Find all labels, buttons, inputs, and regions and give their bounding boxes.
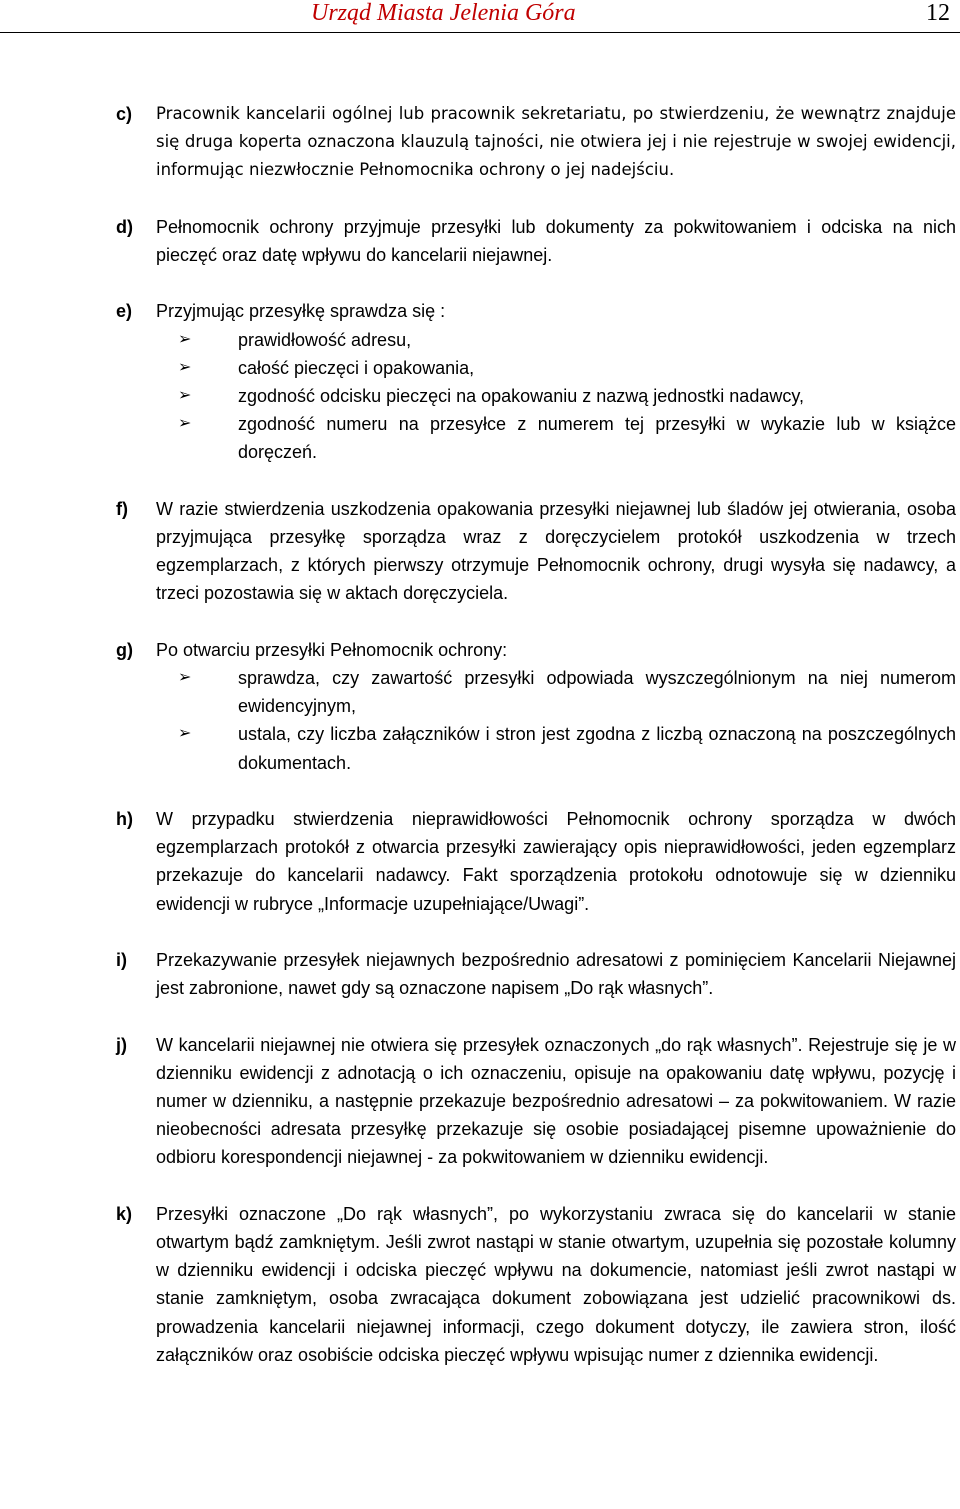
arrowhead-bullet-icon: ➢ [178, 725, 192, 743]
item-text: Pracownik kancelarii ogólnej lub pracownik sekretariatu, po stwierdzeniu, że wewnątrz znajduje się druga koperta oznaczona klauzulą tajności, nie otwiera jej i nie rejestruje w swojej ewidencji, informując niezwłocznie Pełnomocnika ochrony o jej nadejściu. [156, 104, 956, 180]
arrowhead-bullet-icon: ➢ [178, 415, 192, 433]
page-header [0, 0, 960, 33]
item-text: Po otwarciu przesyłki Pełnomocnik ochrony: [156, 639, 508, 660]
bullet-item [178, 382, 956, 410]
item-letter: c) [116, 104, 133, 124]
item-text: Przekazywanie przesyłek niejawnych bezpośrednio adresatowi z pominięciem Kancelarii Niejawnej jest zabronione, nawet gdy są oznaczone napisem „Do rąk własnych”. [156, 950, 956, 999]
item-text: W kancelarii niejawnej nie otwiera się przesyłek oznaczonych „do rąk własnych”. Rejestruje się je w dzienniku ewidencji z adnotacją o ich oznaczeniu, opisuje na opakowaniu datę wpływu, pozycję i numer w dzienniku, a następnie przekazuje bezpośrednio adresatowi – za pokwitowaniem. W razie nieobecności adresata przesyłkę przekazuje się osobie posiadającej pisemne upoważnienie do odbioru korespondencji niejawnej - za pokwitowaniem w dzienniku ewidencji. [156, 1034, 956, 1168]
arrowhead-bullet-icon: ➢ [178, 330, 192, 348]
item-text: W przypadku stwierdzenia nieprawidłowości Pełnomocnik ochrony sporządza w dwóch egzemplarzach protokół z otwarcia przesyłki zawierający opis nieprawidłowości, jeden egzemplarz przekazuje do kancelarii nadawcy. Fakt sporządzenia protokołu odnotowuje się w dzienniku ewidencji w rubryce „Informacje uzupełniające/Uwagi”. [156, 809, 956, 914]
list-item-d [116, 213, 956, 269]
item-letter: h) [116, 809, 133, 829]
item-text: W razie stwierdzenia uszkodzenia opakowania przesyłki niejawnej lub śladów jej otwierania, osoba przyjmująca przesyłkę sporządza wraz z doręczycielem protokół uszkodzenia w trzech egzemplarzach, z których pierwszy otrzymuje Pełnomocnik ochrony, drugi wysyła się nadawcy, a trzeci pozostawia się w aktach doręczyciela. [156, 498, 956, 604]
list-item-g [116, 636, 956, 777]
list-item-k [116, 1200, 956, 1369]
item-text: Przesyłki oznaczone „Do rąk własnych”, po wykorzystaniu zwraca się do kancelarii w stanie otwartym bądź zamkniętym. Jeśli zwrot nastąpi w stanie otwartym, uzupełnia się pozostałe kolumny w dzienniku ewidencji i odciska pieczęć wpływu na dokumencie, natomiast jeśli zwrot nastąpi w stanie zamkniętym, osoba zwracająca dokument zobowiązana jest udzielić pracownikowi ds. prowadzenia kancelarii niejawnej informacji, czego dokument dotyczy, ile zawiera stron, ilość załączników oraz osobiście odciska pieczęć wpływu wpisując numer z dziennika ewidencji. [156, 1203, 956, 1365]
item-letter: k) [116, 1203, 133, 1224]
bullet-list [156, 664, 956, 777]
list-item-i [116, 946, 956, 1002]
list-item-e [116, 297, 956, 466]
bullet-item [178, 664, 956, 720]
document-body [116, 100, 956, 1397]
arrowhead-bullet-icon: ➢ [178, 358, 192, 376]
header-title: Urząd Miasta Jelenia Góra [311, 0, 576, 26]
bullet-text: całość pieczęci i opakowania, [238, 357, 475, 378]
bullet-item [178, 410, 956, 466]
bullet-text: zgodność odcisku pieczęci na opakowaniu z nazwą jednostki nadawcy, [238, 386, 804, 406]
item-letter: e) [116, 301, 133, 322]
list-item-f [116, 495, 956, 608]
arrowhead-bullet-icon: ➢ [178, 669, 192, 686]
item-letter: i) [116, 950, 127, 970]
list-item-c [116, 100, 956, 185]
item-letter: f) [116, 498, 128, 519]
bullet-text: prawidłowość adresu, [238, 329, 412, 350]
list-item-h [116, 805, 956, 918]
bullet-list [156, 326, 956, 467]
arrowhead-bullet-icon: ➢ [178, 387, 192, 404]
bullet-item [178, 720, 956, 776]
item-letter: j) [116, 1034, 127, 1055]
bullet-text: sprawdza, czy zawartość przesyłki odpowiada wyszczególnionym na niej numerom ewidencyjnym, [238, 668, 956, 717]
bullet-item [178, 326, 956, 354]
page-number: 12 [926, 0, 950, 26]
list-item-j [116, 1031, 956, 1172]
bullet-text: ustala, czy liczba załączników i stron jest zgodna z liczbą oznaczoną na poszczególnych dokumentach. [238, 724, 956, 773]
item-letter: d) [116, 216, 133, 237]
item-text: Przyjmując przesyłkę sprawdza się : [156, 301, 446, 322]
bullet-text: zgodność numeru na przesyłce z numerem tej przesyłki w wykazie lub w książce doręczeń. [238, 414, 956, 463]
bullet-item [178, 354, 956, 382]
item-text: Pełnomocnik ochrony przyjmuje przesyłki lub dokumenty za pokwitowaniem i odciska na nich pieczęć oraz datę wpływu do kancelarii niejawnej. [156, 216, 956, 265]
item-letter: g) [116, 639, 133, 660]
